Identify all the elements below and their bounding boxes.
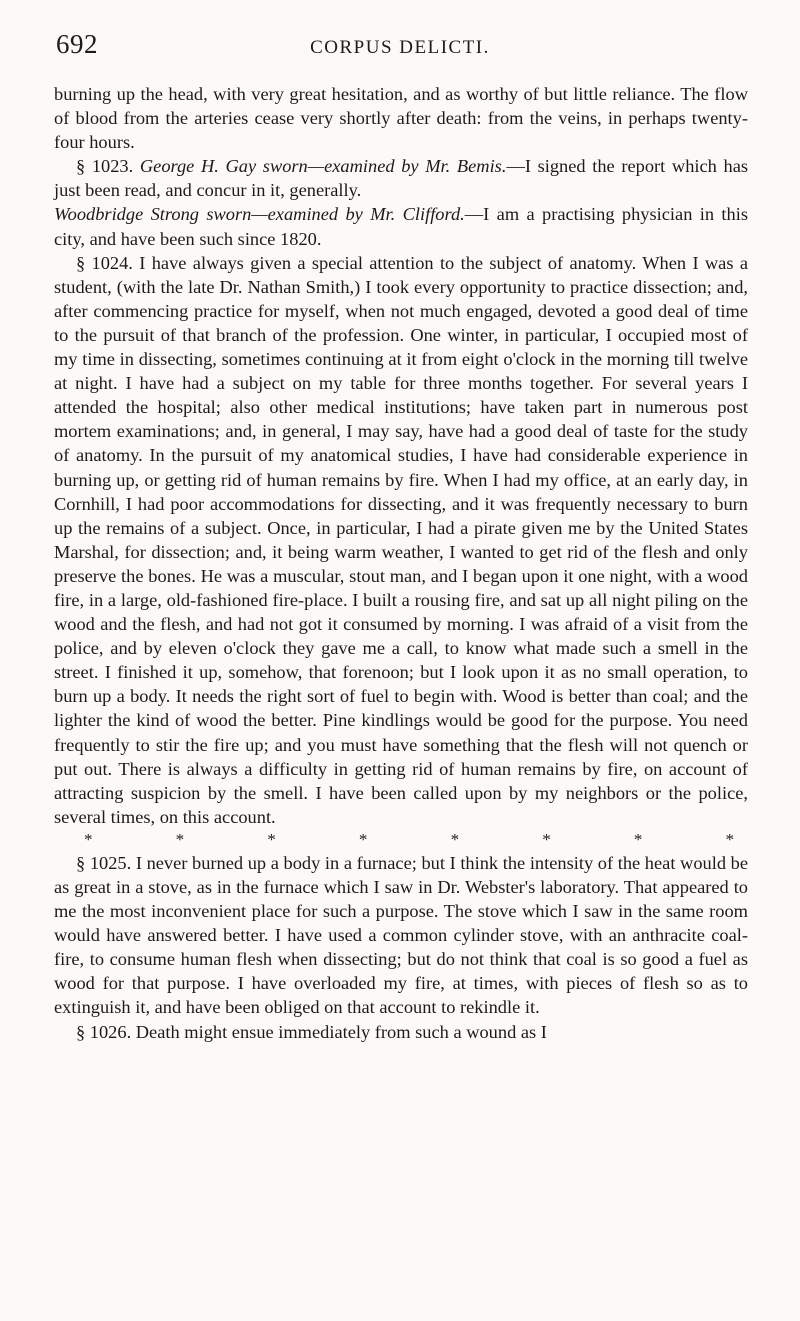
witness-heading: George H. Gay sworn—examined by Mr. Bemis. xyxy=(139,156,507,177)
asterisk-divider xyxy=(54,829,748,851)
paragraph-1024 xyxy=(54,251,748,829)
paragraph-text: —I signed the report which has just been read, and concur in it, generally. xyxy=(54,156,749,201)
paragraph-text: I never burned up a body in a furnace; but I think the intensity of the heat would be as great in a stove, as in the furnace which I saw in Dr. Webster's laboratory. That appeared to me the most inconvenient place for such a purpose. The stove which I saw in the same room would have answered better. I have used a common cylinder stove, with an anthracite coal-fire, to consume human flesh when dissecting; but do not think that coal is so good a fuel as wood for that purpose. I have overloaded my fire, at times, with pieces of flesh so as to extinguish it, and have been obliged on that account to rekindle it. xyxy=(54,852,749,1018)
asterisk: * xyxy=(542,829,551,849)
asterisk: * xyxy=(267,829,276,849)
asterisk: * xyxy=(358,829,368,849)
paragraph-1023 xyxy=(54,154,748,202)
asterisk: * xyxy=(84,829,93,849)
asterisk: * xyxy=(725,829,734,849)
asterisk: * xyxy=(450,829,460,849)
asterisk: * xyxy=(633,829,643,849)
section-number: § 1024. xyxy=(76,252,133,273)
asterisk: * xyxy=(175,829,185,849)
section-number: § 1026. xyxy=(76,1021,132,1042)
paragraph-text: Death might ensue immediately from such a wound as I xyxy=(135,1021,547,1042)
paragraph-1026 xyxy=(54,1020,748,1044)
witness-heading: Woodbridge Strong sworn—examined by Mr. Clifford. xyxy=(54,204,465,225)
section-number: § 1025. xyxy=(76,852,132,873)
page-number: 692 xyxy=(56,29,98,59)
paragraph-text: I have always given a special attention to the subject of anatomy. When I was a student, (with the late Dr. Nathan Smith,) I took every opportunity to practice dissection; and, after commencing practice for myself, when not much engaged, devoted a good deal of time to the pursuit of that branch of the profession. One winter, in particular, I occupied most of my time in dissecting, sometimes continuing at it from eight o'clock in the morning till twelve at night. I have had a subject on my table for three months together. For several years I attended the hospital; also other medical institutions; have taken part in numerous post mortem examinations; and, in general, I may say, have had a good deal of taste for the study of anatomy. In the pursuit of my anatomical studies, I have had considerable experience in burning up, or getting rid of human remains by fire. When I had my office, at an early day, in Cornhill, I had poor accommodations for dissecting, and it was frequently necessary to burn up the remains of a subject. Once, in particular, I had a pirate given me by the United States Marshal, for dissection; and, it being warm weather, I wanted to get rid of the flesh and only preserve the bones. He was a muscular, stout man, and I began upon it one night, with a wood fire, in a large, old-fashioned fire-place. I built a rousing fire, and sat up all night piling on the wood and the flesh, and had not got it consumed by morning. I was afraid of a visit from the police, and by eleven o'clock they gave me a call, to know what made such a smell in the street. I finished it up, somehow, that forenoon; but I look upon it as no small operation, to burn up a body. It needs the right sort of fuel to begin with. Wood is better than coal; and the lighter the kind of wood the better. Pine kindlings would be good for the purpose. You need frequently to stir the fire up; and you must have something that the flesh will not quench or put out. There is always a difficulty in getting rid of human remains by fire, on account of attracting suspicion by the smell. I have been called upon by my neighbors or the police, several times, on this account. xyxy=(54,252,749,827)
paragraph-continuation: burning up the head, with very great hesitation, and as worthy of but little reliance. The flow of blood from the arteries cease very shortly after death: from the veins, in perhaps twenty-four hours. xyxy=(54,84,748,153)
paragraph-woodbridge-strong xyxy=(54,202,748,250)
running-title: CORPUS DELICTI. xyxy=(310,37,490,58)
body-text xyxy=(54,82,748,1044)
paragraph-1025 xyxy=(54,851,748,1020)
section-number: § 1023. xyxy=(76,156,134,177)
running-head xyxy=(56,26,744,62)
paragraph-text: —I am a practising physician in this city, and have been such since 1820. xyxy=(54,204,748,249)
